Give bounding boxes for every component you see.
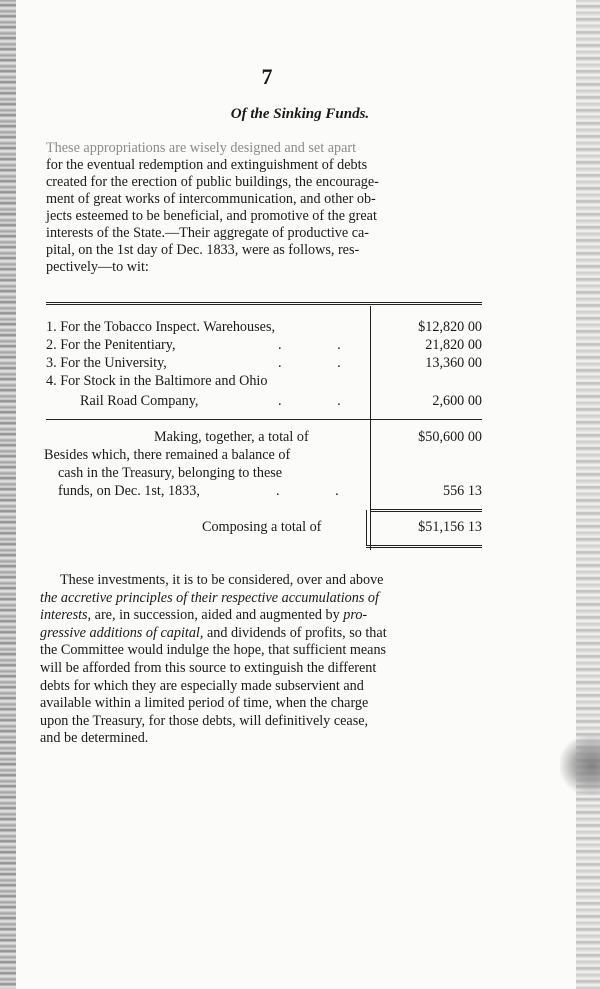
closing-line: will be afforded from this source to extinguish the different — [40, 659, 377, 676]
subtotal-amount: $50,600 00 — [418, 429, 482, 445]
intro-paragraph — [46, 140, 486, 276]
table-row — [46, 392, 486, 410]
closing-line — [40, 625, 482, 643]
ink-blot — [560, 735, 600, 795]
total-label: Composing a total of — [202, 519, 322, 535]
total-row — [46, 518, 486, 536]
row-label: 2. For the Penitentiary, — [46, 337, 176, 353]
balance-amount: 556 13 — [442, 483, 482, 499]
intro-line-faded: These appropriations are wisely designed and set apart — [46, 140, 357, 156]
section-title: Of the Sinking Funds. — [230, 106, 370, 122]
intro-line: interests of the State.—Their aggregate of productive ca- — [46, 225, 370, 241]
intro-line: for the eventual redemption and extinguishment of debts — [46, 157, 368, 173]
intro-line: pectively—to wit: — [46, 259, 149, 275]
total-column-divider — [366, 510, 367, 546]
balance-text: Besides which, there remained a balance of — [44, 447, 291, 463]
leader-dots: . . — [278, 355, 367, 371]
total-rule — [370, 509, 482, 512]
balance-line — [46, 446, 486, 464]
balance-line — [46, 482, 486, 500]
italic-phrase: gressive additions of capital, — [40, 624, 204, 641]
closing-line: upon the Treasury, for those debts, will definitively cease, — [40, 712, 369, 729]
row-label: 3. For the University, — [46, 355, 167, 371]
row-amount: 2,600 00 — [432, 393, 482, 409]
binding-edge-left — [0, 0, 16, 989]
row-label: Rail Road Company, — [80, 393, 199, 409]
leader-dots: . . — [276, 483, 365, 499]
row-label: 1. For the Tobacco Inspect. Warehouses, — [46, 319, 276, 335]
closing-line: available within a limited period of time, when the charge — [40, 695, 369, 712]
table-row — [46, 372, 486, 390]
intro-line: ment of great works of intercommunication, and other ob- — [46, 191, 376, 207]
leader-dots: . . — [278, 393, 367, 409]
row-amount: $12,820 00 — [418, 319, 482, 335]
page-number: 7 — [261, 64, 273, 89]
row-amount: 21,820 00 — [425, 337, 482, 353]
subtotal-label: Making, together, a total of — [154, 429, 309, 445]
closing-line: and be determined. — [40, 730, 149, 747]
table-row — [46, 318, 486, 336]
closing-text: and dividends of profits, so that — [203, 624, 387, 641]
row-amount: 13,360 00 — [425, 355, 482, 371]
table-top-rule — [46, 302, 482, 305]
balance-text: funds, on Dec. 1st, 1833, — [58, 483, 200, 499]
binding-edge-right — [576, 0, 600, 989]
intro-line: pital, on the 1st day of Dec. 1833, were as follows, res- — [46, 242, 360, 258]
italic-phrase: the accretive principles of their respective accumulations of — [40, 589, 379, 606]
closing-paragraph — [40, 572, 482, 748]
closing-line: the Committee would indulge the hope, that sufficient means — [40, 642, 387, 659]
subtotal-row — [46, 428, 486, 446]
row-label: 4. For Stock in the Baltimore and Ohio — [46, 373, 268, 389]
table-bottom-rule — [366, 545, 482, 548]
closing-line: debts for which they are especially made subservient and — [40, 677, 364, 694]
italic-phrase: pro- — [343, 607, 368, 624]
closing-line: These investments, it is to be considered, over and above — [60, 572, 384, 588]
closing-line — [40, 607, 482, 625]
table-row — [46, 354, 486, 372]
italic-phrase: interests, — [40, 607, 92, 624]
balance-text: cash in the Treasury, belonging to these — [58, 465, 283, 481]
leader-dots: . . — [278, 337, 367, 353]
subtotal-rule — [46, 419, 482, 420]
total-amount: $51,156 13 — [418, 519, 482, 535]
closing-line — [40, 590, 482, 608]
table-row — [46, 336, 486, 354]
intro-line: created for the erection of public buildings, the encourage- — [46, 174, 379, 190]
intro-line: jects esteemed to be beneficial, and promotive of the great — [46, 208, 377, 224]
balance-line — [46, 464, 486, 482]
closing-text: are, in succession, aided and augmented by — [91, 607, 344, 624]
